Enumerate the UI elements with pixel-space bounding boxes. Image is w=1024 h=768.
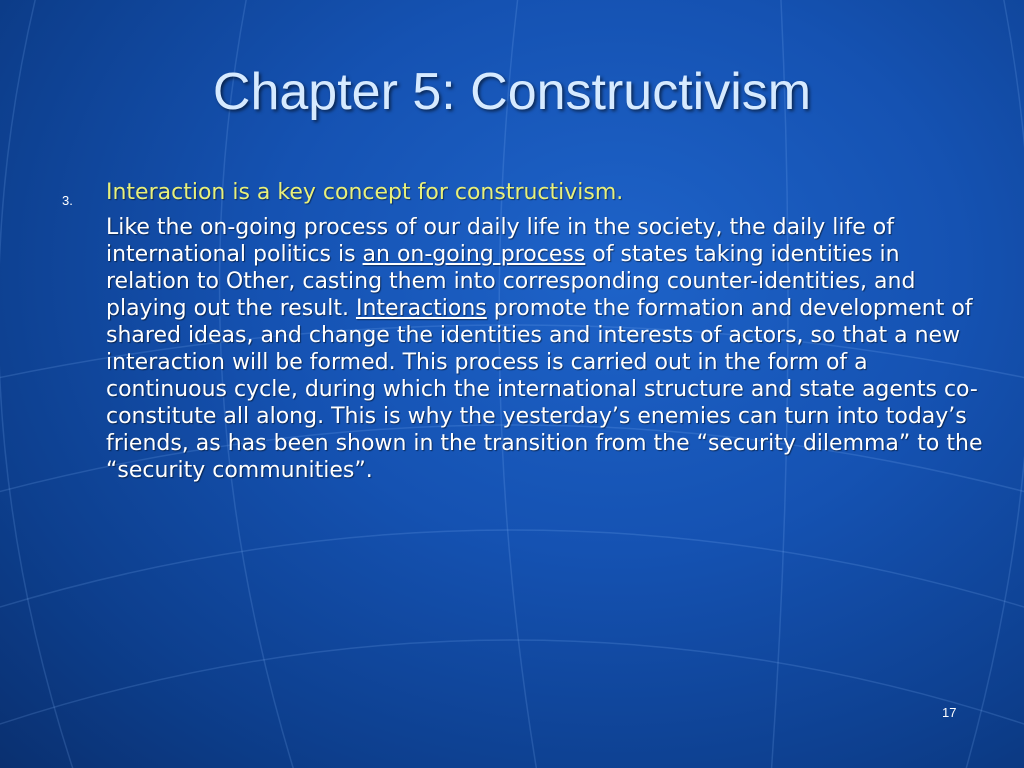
body-text-part2: of states taking identities in relation to Other, casting them into corresponding counter-identities, and playing out the result.: [106, 242, 916, 321]
slide-title: Chapter 5: Constructivism: [212, 63, 812, 121]
bullet-heading: Interaction is a key concept for constructivism.: [106, 180, 624, 205]
body-text-part1: Like the on-going process of our daily life in the society, the daily life of international politics is: [106, 215, 895, 267]
body-text-part3: promote the formation and development of shared ideas, and change the identities and interests of actors, so that a new interaction will be formed. This process is carried out in the form of a continuous cycle, during which the international structure and state agents co-constitute all along. This is why the yesterday’s enemies can turn into today’s friends, as has been shown in the transition from the “security dilemma” to the “security communities”.: [106, 296, 983, 483]
body-paragraph: [106, 214, 986, 484]
underlined-phrase-interactions: Interactions: [355, 296, 487, 321]
underlined-phrase-ongoing-process: an on-going process: [362, 242, 586, 267]
page-number: 17: [942, 705, 957, 720]
bullet-number: 3.: [62, 193, 73, 208]
